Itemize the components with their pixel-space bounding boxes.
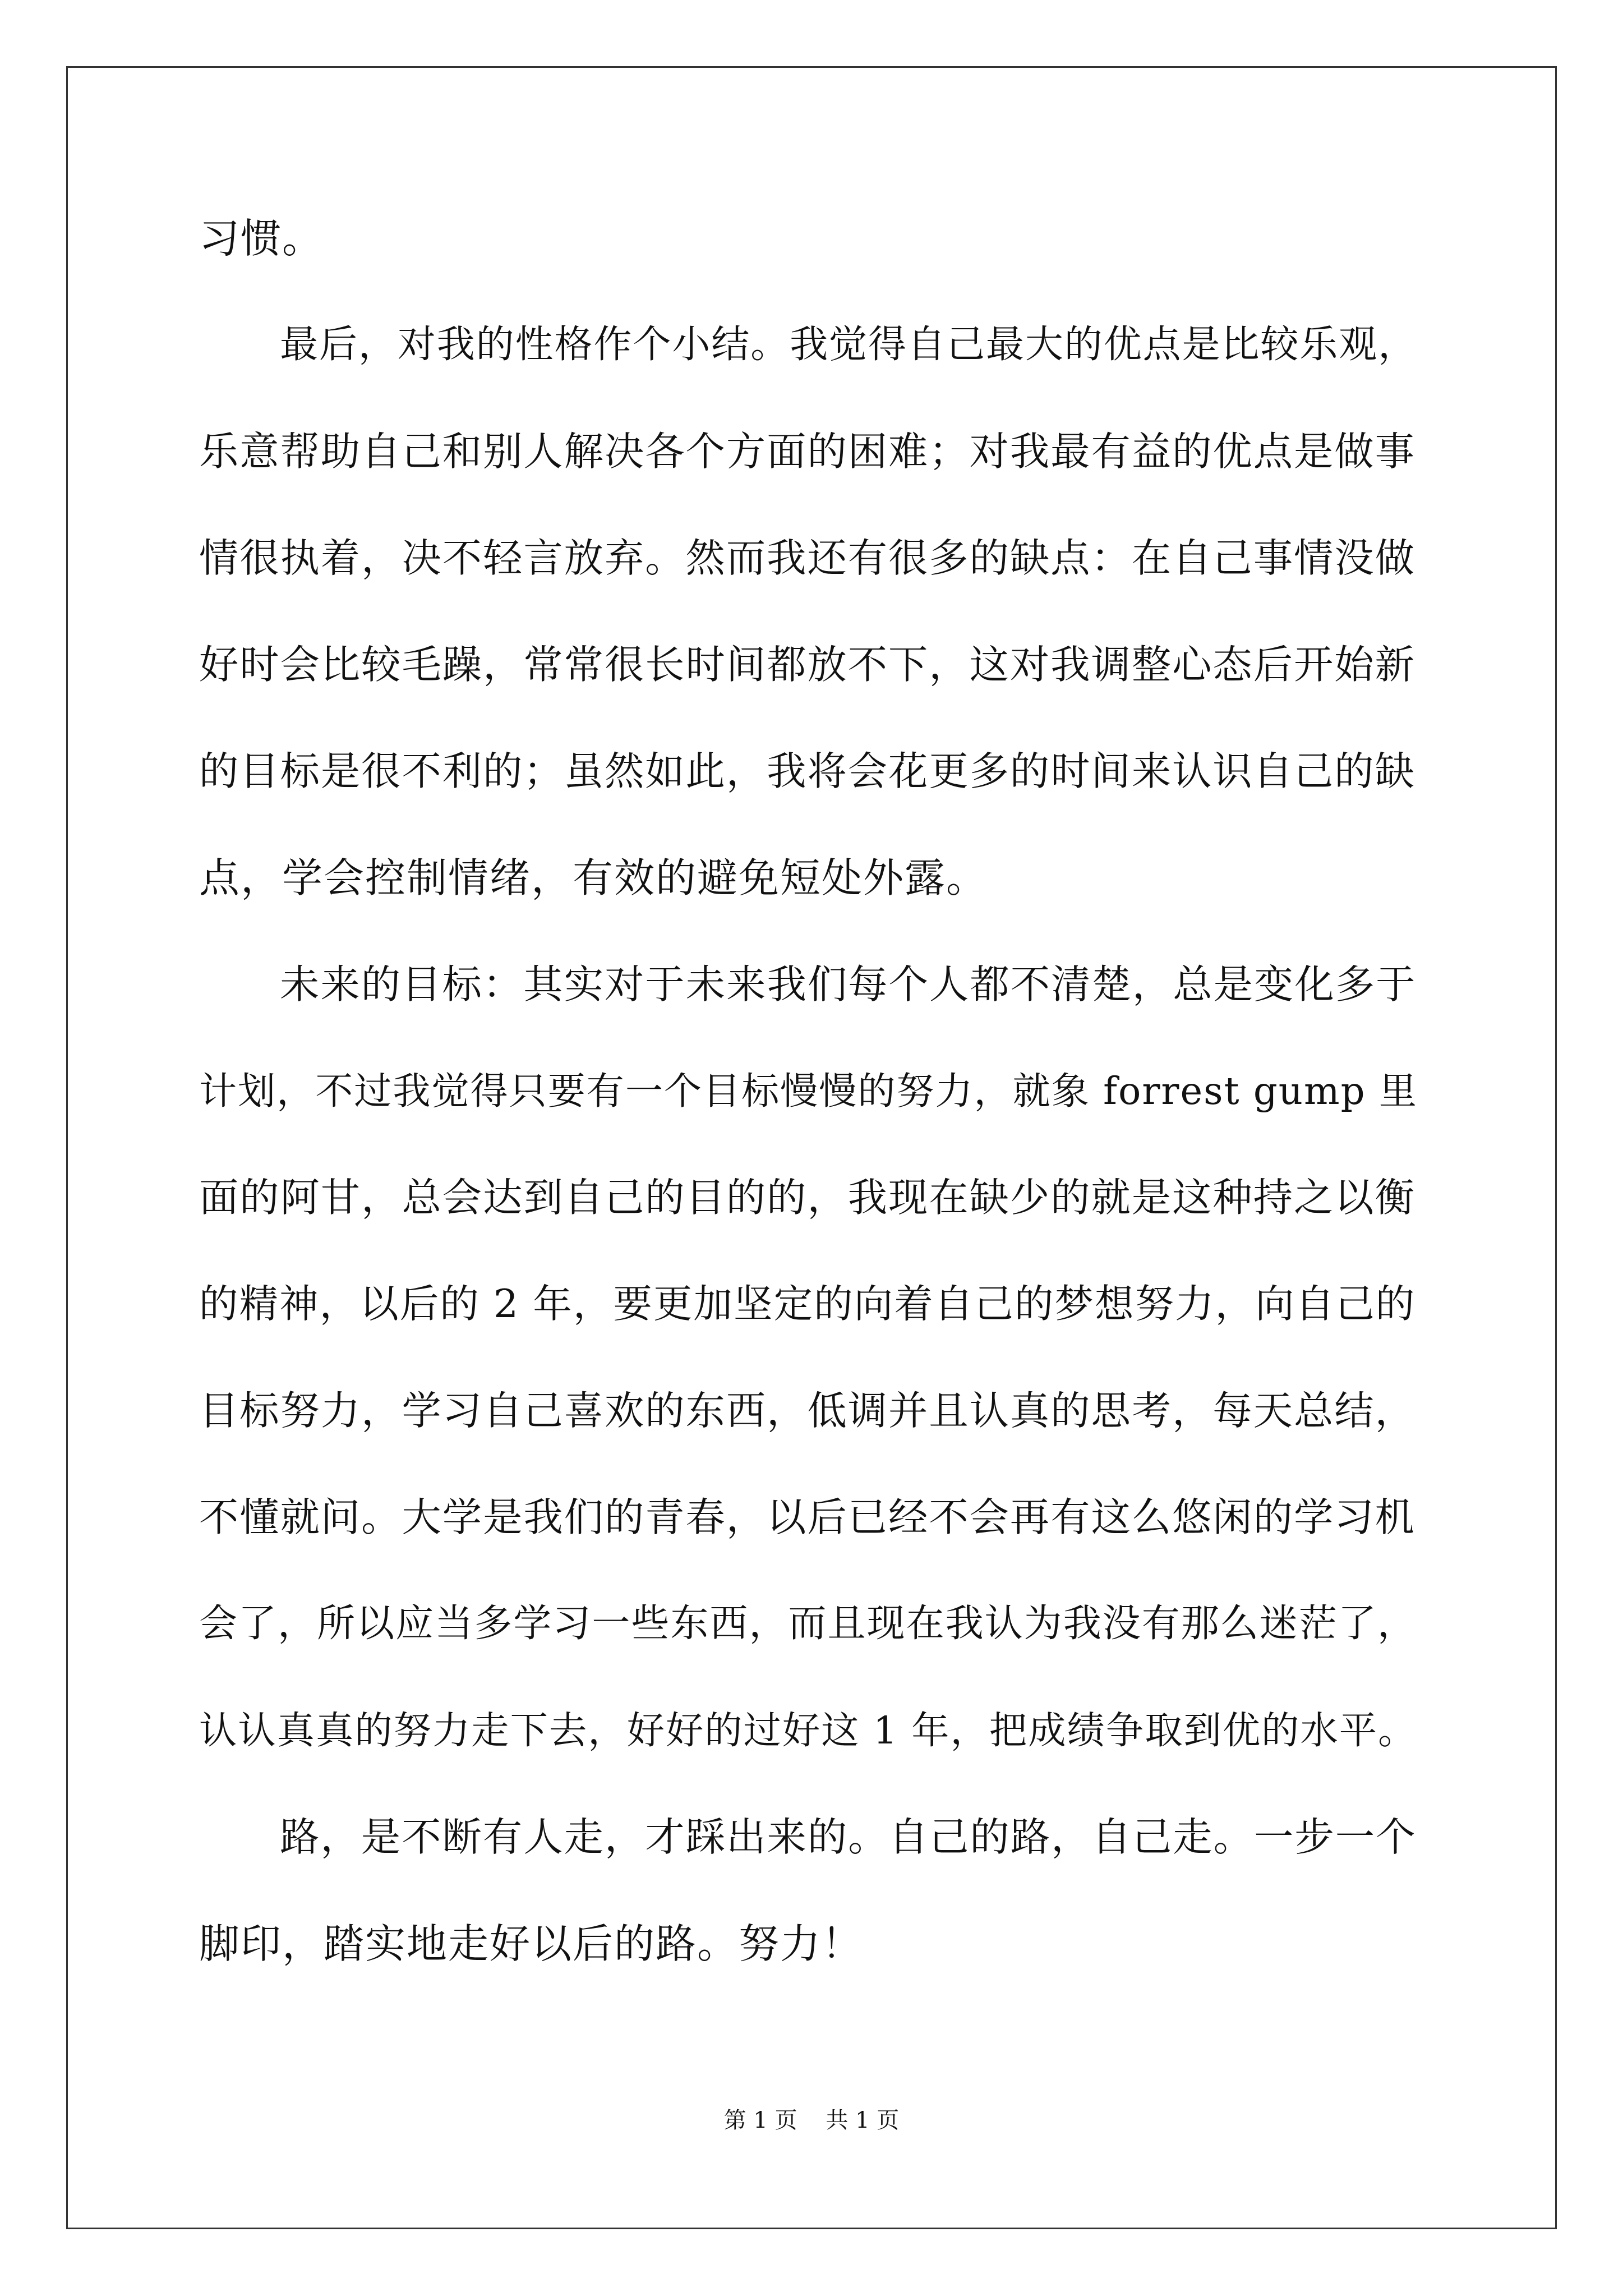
text-line: 计划，不过我觉得只要有一个目标慢慢的努力，就象 forrest gump 里 [199,1069,1418,1113]
page-number: 第 1 页 共 1 页 [723,2108,900,2133]
text-line: 不懂就问。大学是我们的青春，以后已经不会再有这么悠闲的学习机 [199,1494,1415,1540]
text-line: 习惯。 [199,215,324,262]
text-line: 的目标是很不利的；虽然如此，我将会花更多的时间来认识自己的缺 [199,748,1415,794]
text-line: 情很执着，决不轻言放弃。然而我还有很多的缺点：在自己事情没做 [199,535,1415,581]
text-line: 好时会比较毛躁，常常很长时间都放不下，这对我调整心态后开始新 [199,642,1415,688]
text-line: 会了，所以应当多学习一些东西，而且现在我认为我没有那么迷茫了， [199,1602,1417,1646]
text-line: 未来的目标：其实对于未来我们每个人都不清楚，总是变化多于 [280,961,1417,1007]
text-line: 面的阿甘，总会达到自己的目的的，我现在缺少的就是这种持之以衡 [199,1175,1415,1221]
text-line: 目标努力，学习自己喜欢的东西，低调并且认真的思考，每天总结， [199,1388,1415,1434]
text-line: 乐意帮助自己和别人解决各个方面的困难；对我最有益的优点是做事 [199,429,1415,475]
page-border [66,66,1557,2229]
text-line: 认认真真的努力走下去，好好的过好这 1 年，把成绩争取到优的水平。 [199,1708,1417,1752]
text-line: 脚印，踏实地走好以后的路。努力！ [199,1920,864,1967]
text-line: 最后，对我的性格作个小结。我觉得自己最大的优点是比较乐观， [280,323,1418,367]
text-line: 的精神，以后的 2 年，要更加坚定的向着自己的梦想努力，向自己的 [199,1281,1416,1327]
text-line: 点，学会控制情绪，有效的避免短处外露。 [199,854,988,901]
text-line: 路，是不断有人走，才踩出来的。自己的路，自己走。一步一个 [280,1814,1417,1860]
